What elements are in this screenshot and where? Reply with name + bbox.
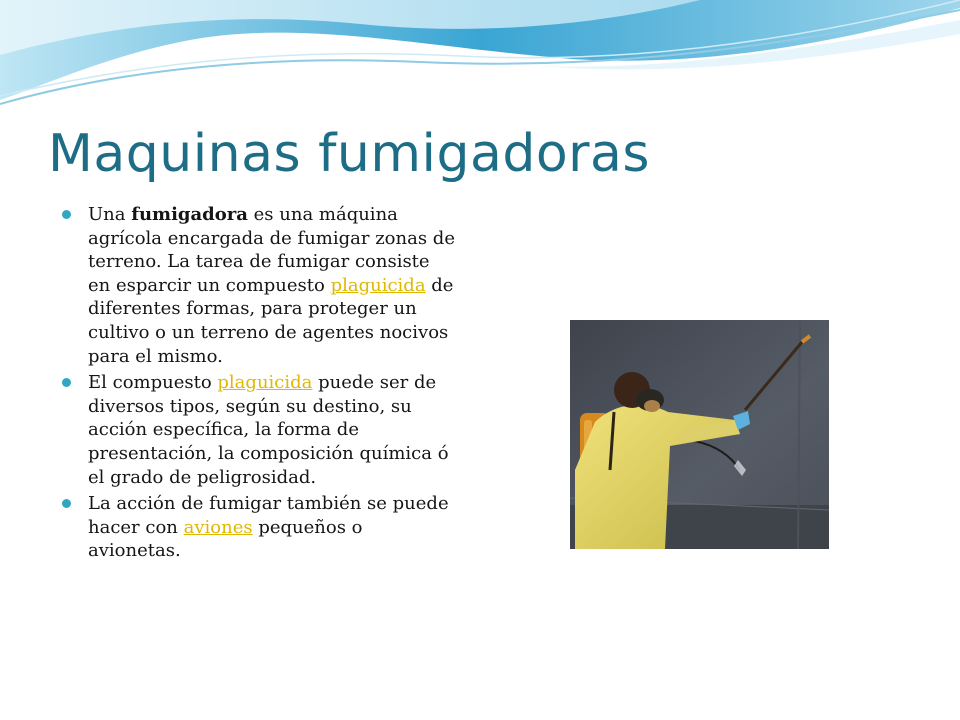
bullet-icon	[62, 210, 71, 219]
slide-title: Maquinas fumigadoras	[48, 124, 650, 184]
bullet-icon	[62, 378, 71, 387]
fumigation-worker-photo	[570, 320, 829, 549]
bullet-item	[62, 492, 457, 563]
bullet-item	[62, 371, 457, 489]
bullet-text: La acción de fumigar también se puede hacer con aviones pequeños o avionetas.	[88, 493, 449, 562]
link-plaguicida[interactable]: plaguicida	[217, 372, 313, 394]
link-plaguicida[interactable]: plaguicida	[330, 274, 426, 296]
bullet-icon	[62, 499, 71, 508]
bold-term: fumigadora	[131, 204, 248, 225]
header-wave-decoration	[0, 0, 960, 110]
bullet-text: Una fumigadora es una máquina agrícola encargada de fumigar zonas de terreno. La tarea de fumigar consiste en esparcir un compuesto plaguicida de diferentes formas, para proteger un cultivo o un terreno de agentes nocivos para el mismo.	[88, 204, 455, 367]
bullet-text: El compuesto plaguicida puede ser de diversos tipos, según su destino, su acción específica, la forma de presentación, la composición química ó el grado de peligrosidad.	[88, 372, 449, 488]
bullet-list	[62, 203, 457, 566]
bullet-item	[62, 203, 457, 368]
link-aviones[interactable]: aviones	[183, 516, 253, 538]
